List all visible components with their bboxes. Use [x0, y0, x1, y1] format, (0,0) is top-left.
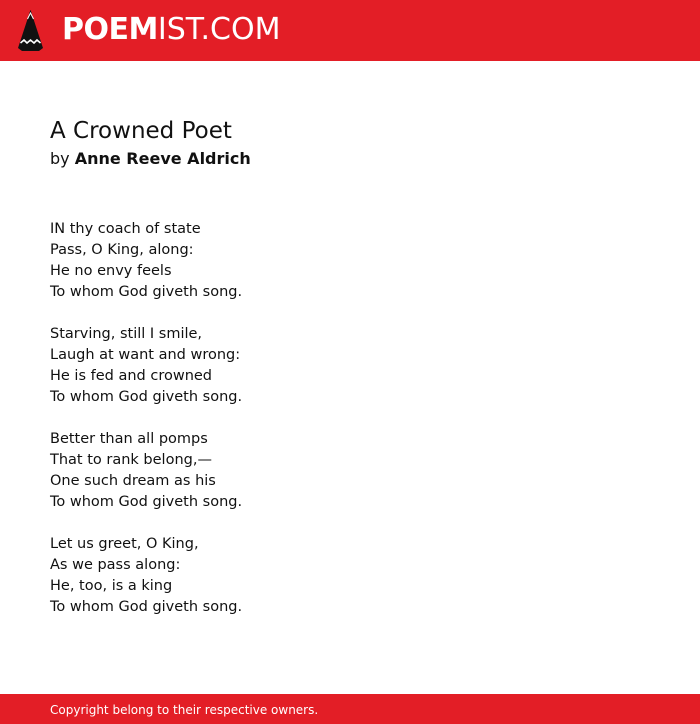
poem-line: He, too, is a king: [50, 578, 173, 594]
stanza: [50, 429, 242, 513]
copyright-notice: Copyright belong to their respective owners.: [50, 703, 319, 717]
byline: [50, 148, 251, 170]
brand-bold: POEM: [62, 12, 158, 47]
poem-title: A Crowned Poet: [50, 118, 232, 144]
poem-line: Pass, O King, along:: [50, 242, 194, 258]
poem-line: That to rank belong,—: [50, 452, 212, 468]
stanza: [50, 324, 242, 408]
by-prefix: by: [50, 149, 70, 168]
poem-line: To whom God giveth song.: [50, 494, 243, 510]
site-footer: [0, 694, 700, 724]
site-logo-text[interactable]: [62, 10, 280, 50]
poem-line: He is fed and crowned: [50, 368, 213, 384]
poem-line: Laugh at want and wrong:: [50, 347, 241, 363]
brand-light: IST.COM: [157, 12, 281, 47]
pencil-icon[interactable]: [18, 10, 43, 51]
poem-body: [50, 219, 242, 639]
poem-line: Let us greet, O King,: [50, 536, 199, 552]
poem-line: He no envy feels: [50, 263, 172, 279]
site-header: [0, 0, 700, 61]
poem-line: To whom God giveth song.: [50, 389, 243, 405]
stanza: [50, 219, 242, 303]
poem-line: Starving, still I smile,: [50, 326, 203, 342]
stanza: [50, 534, 242, 618]
poem-line: IN thy coach of state: [50, 221, 201, 237]
poem-line: To whom God giveth song.: [50, 599, 243, 615]
poem-line: One such dream as his: [50, 473, 216, 489]
poem-line: Better than all pomps: [50, 431, 208, 447]
poem-line: To whom God giveth song.: [50, 284, 243, 300]
poem-line: As we pass along:: [50, 557, 181, 573]
author-name: Anne Reeve Aldrich: [74, 149, 251, 168]
